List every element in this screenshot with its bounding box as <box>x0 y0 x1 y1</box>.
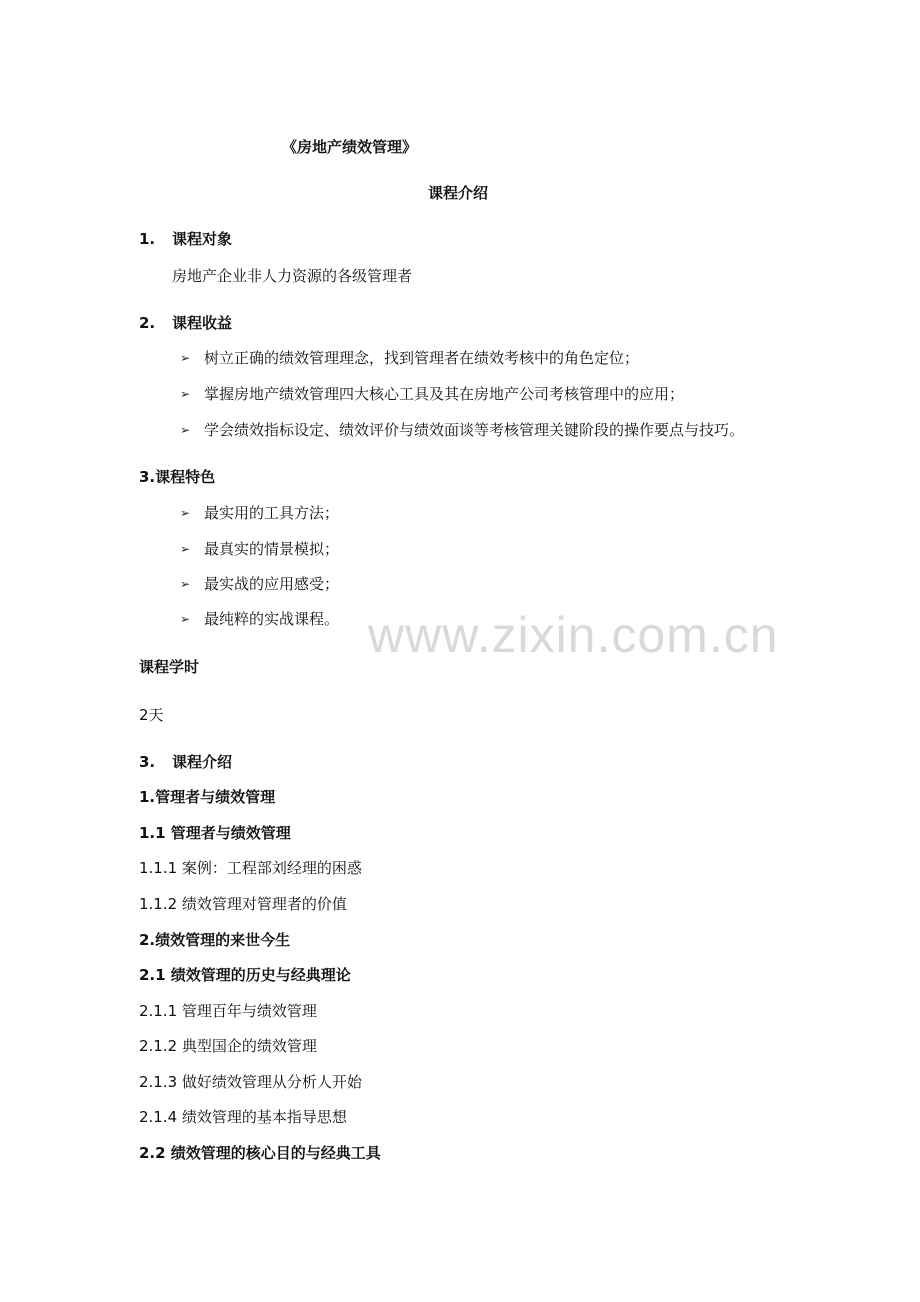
outline-item: 2.绩效管理的来世今生 <box>139 931 291 949</box>
outline-item: 1.1.1 案例：工程部刘经理的困惑 <box>139 859 362 877</box>
section-4-number: 3. <box>139 753 156 771</box>
arrow-bullet-icon: ➢ <box>180 351 191 365</box>
outline-item: 2.1 绩效管理的历史与经典理论 <box>139 966 351 984</box>
section-1-number: 1. <box>139 230 156 248</box>
arrow-bullet-icon: ➢ <box>180 387 191 401</box>
arrow-bullet-icon: ➢ <box>180 423 191 437</box>
feature-item: 最实用的工具方法； <box>204 504 340 522</box>
feature-item: 最纯粹的实战课程。 <box>204 610 340 628</box>
outline-item: 2.1.1 管理百年与绩效管理 <box>139 1002 317 1020</box>
section-2-number: 2. <box>139 314 156 332</box>
benefit-item: 掌握房地产绩效管理四大核心工具及其在房地产公司考核管理中的应用； <box>204 385 685 403</box>
hours-value: 2天 <box>139 706 164 724</box>
document-title: 《房地产绩效管理》 <box>282 138 418 156</box>
feature-item: 最真实的情景模拟； <box>204 540 340 558</box>
outline-item: 2.2 绩效管理的核心目的与经典工具 <box>139 1144 381 1162</box>
arrow-bullet-icon: ➢ <box>180 506 191 520</box>
hours-heading: 课程学时 <box>139 658 200 676</box>
section-1-heading: 课程对象 <box>172 230 233 248</box>
arrow-bullet-icon: ➢ <box>180 612 191 626</box>
section-4-heading: 课程介绍 <box>172 753 233 771</box>
arrow-bullet-icon: ➢ <box>180 577 191 591</box>
document-subtitle: 课程介绍 <box>428 184 489 202</box>
arrow-bullet-icon: ➢ <box>180 542 191 556</box>
outline-item: 1.管理者与绩效管理 <box>139 788 276 806</box>
outline-item: 1.1.2 绩效管理对管理者的价值 <box>139 895 347 913</box>
outline-item: 2.1.4 绩效管理的基本指导思想 <box>139 1108 347 1126</box>
section-2-heading: 课程收益 <box>172 314 233 332</box>
outline-item: 2.1.3 做好绩效管理从分析人开始 <box>139 1073 362 1091</box>
outline-item: 1.1 管理者与绩效管理 <box>139 824 291 842</box>
benefit-item: 学会绩效指标设定、绩效评价与绩效面谈等考核管理关键阶段的操作要点与技巧。 <box>204 421 745 439</box>
section-1-text: 房地产企业非人力资源的各级管理者 <box>172 267 413 285</box>
feature-item: 最实战的应用感受； <box>204 575 340 593</box>
benefit-item: 树立正确的绩效管理理念，找到管理者在绩效考核中的角色定位； <box>204 349 640 367</box>
section-3-heading: 3.课程特色 <box>139 468 216 486</box>
outline-item: 2.1.2 典型国企的绩效管理 <box>139 1037 317 1055</box>
watermark: www.zixin.com.cn <box>368 607 779 663</box>
